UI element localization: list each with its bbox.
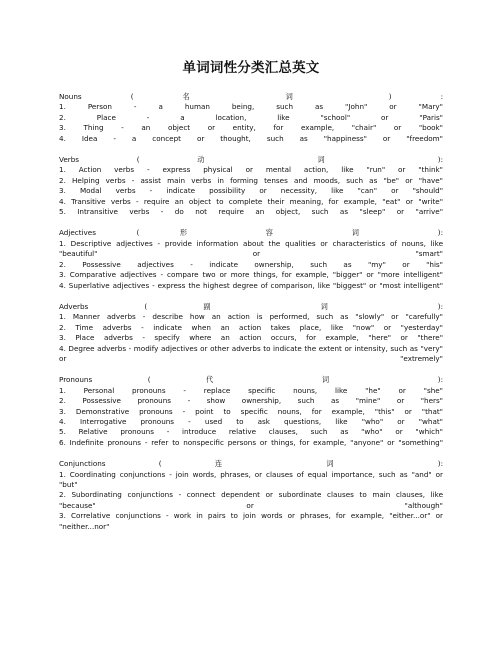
list-item: 1. Personal pronouns - replace specific nouns, like "he" or "she" [59, 385, 443, 395]
section-conjunctions [59, 459, 443, 532]
list-item: 6. Indefinite pronouns - refer to nonspecific persons or things, for example, "anyone" or "something" [59, 437, 443, 447]
list-item: 1. Descriptive adjectives - provide information about the qualities or characteristics of nouns, like [59, 238, 443, 248]
section-heading: Adverbs ( 副 词 ): [59, 301, 443, 311]
document-page [59, 60, 443, 543]
section-pronouns [59, 375, 443, 448]
list-item: 3. Demonstrative pronouns - point to specific nouns, for example, "this" or "that" [59, 406, 443, 416]
list-item: 5. Intransitive verbs - do not require an object, such as "sleep" or "arrive" [59, 207, 443, 217]
section-nouns [59, 92, 443, 144]
section-adverbs [59, 302, 443, 364]
list-item-continuation: "because" or "although" [59, 500, 443, 510]
list-item: 1. Manner adverbs - describe how an action is performed, such as "slowly" or "carefully" [59, 312, 443, 322]
section-verbs [59, 155, 443, 217]
list-item: 2. Subordinating conjunctions - connect dependent or subordinate clauses to main clauses, like [59, 490, 443, 500]
list-item-continuation: or "extremely" [59, 353, 443, 363]
list-item: 3. Correlative conjunctions - work in pairs to join words or phrases, for example, "either...or" or [59, 511, 443, 521]
list-item: 2. Time adverbs - indicate when an action takes place, like "now" or "yesterday" [59, 322, 443, 332]
list-item: 3. Thing - an object or entity, for example, "chair" or "book" [59, 123, 443, 133]
list-item: 5. Relative pronouns - introduce relative clauses, such as "who" or "which" [59, 427, 443, 437]
list-item: 3. Place adverbs - specify where an action occurs, for example, "here" or "there" [59, 333, 443, 343]
list-item: 1. Coordinating conjunctions - join words, phrases, or clauses of equal importance, such as "and" or [59, 469, 443, 479]
list-item-continuation: "neither...nor" [59, 521, 110, 531]
list-item: 3. Comparative adjectives - compare two or more things, for example, "bigger" or "more intelligent" [59, 270, 443, 280]
list-item: 2. Possessive pronouns - show ownership, such as "mine" or "hers" [59, 396, 443, 406]
list-item: 4. Interrogative pronouns - used to ask questions, like "who" or "what" [59, 416, 443, 426]
list-item: 1. Action verbs - express physical or mental action, like "run" or "think" [59, 165, 443, 175]
section-heading: Verbs ( 动 词 ): [59, 155, 443, 165]
section-heading: Nouns ( 名 词 ) : [59, 92, 443, 101]
list-item: 2. Possessive adjectives - indicate ownership, such as "my" or "his" [59, 259, 443, 269]
section-adjectives [59, 228, 443, 290]
section-heading: Pronouns ( 代 词 ): [59, 375, 443, 385]
document-title: 单词词性分类汇总英文 [182, 60, 320, 76]
list-item: 3. Modal verbs - indicate possibility or necessity, like "can" or "should" [59, 186, 443, 196]
list-item: 4. Degree adverbs - modify adjectives or other adverbs to indicate the extent or intensity, such as "very" [59, 343, 443, 353]
list-item: 1. Person - a human being, such as "John" or "Mary" [59, 102, 443, 112]
section-heading: Adjectives ( 形 容 词 ): [59, 228, 443, 238]
list-item: 4. Superlative adjectives - express the highest degree of comparison, like "biggest" or "most intelligent" [59, 280, 443, 290]
section-heading: Conjunctions ( 连 词 ): [59, 459, 443, 469]
list-item: 4. Idea - a concept or thought, such as "happiness" or "freedom" [59, 133, 443, 143]
list-item: 2. Helping verbs - assist main verbs in forming tenses and moods, such as "be" or "have" [59, 175, 443, 185]
list-item: 2. Place - a location, like "school" or "Paris" [59, 112, 443, 122]
list-item-continuation: "but" [59, 480, 78, 489]
list-item-continuation: "beautiful" or "smart" [59, 249, 443, 259]
list-item: 4. Transitive verbs - require an object to complete their meaning, for example, "eat" or "write" [59, 196, 443, 206]
